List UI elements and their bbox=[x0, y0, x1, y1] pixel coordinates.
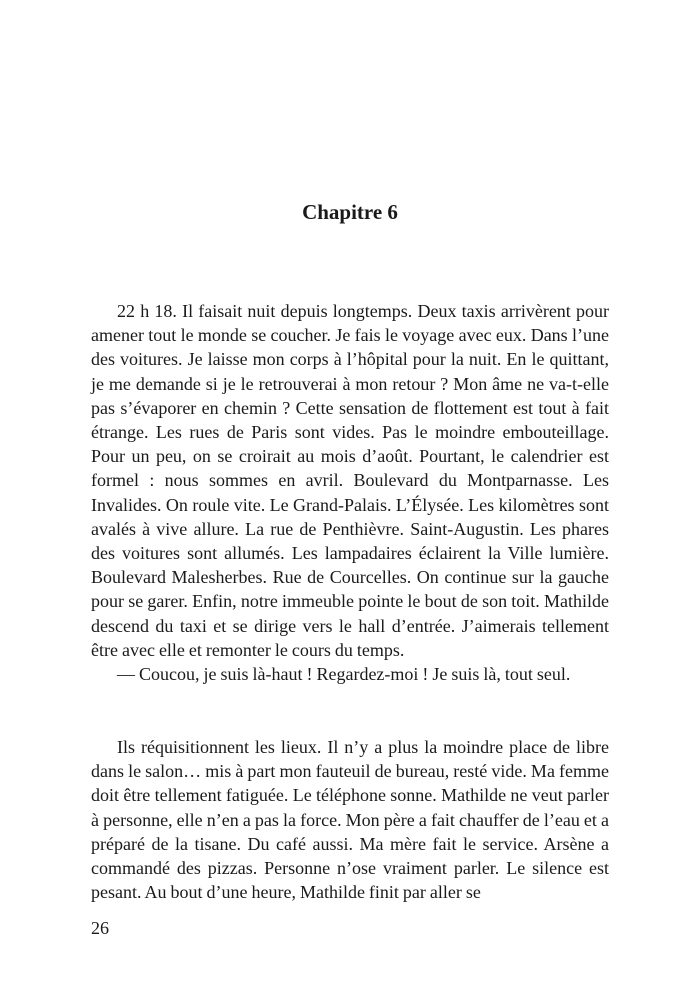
text-section-2 bbox=[91, 735, 609, 904]
paragraph-2: Ils réquisitionnent les lieux. Il n’y a plus la moindre place de libre dans le salon… mis à part mon fauteuil de bureau, resté vide. Ma femme doit être tellement fatiguée. Le téléphone sonne. Mathilde ne veut parler à personne, elle n’en a pas la force. Mon père a fait chauffer de l’eau et a préparé de la tisane. Du café aussi. Ma mère fait le service. Arsène a commandé des pizzas. Personne n’ose vraiment parler. Le silence est pesant. Au bout d’une heure, Mathilde finit par aller se bbox=[91, 737, 609, 903]
page-number: 26 bbox=[91, 918, 109, 938]
dialogue-line: — Coucou, je suis là-haut ! Regardez-moi ! Je suis là, tout seul. bbox=[117, 664, 571, 685]
paragraph-1: 22 h 18. Il faisait nuit depuis longtemps. Deux taxis arrivèrent pour amener tout le monde se coucher. Je fais le voyage avec eux. Dans l’une des voitures. Je laisse mon corps à l’hôpital pour la nuit. En le quittant, je me demande si je le retrouverai à mon retour ? Mon âme ne va-t-elle pas s’évaporer en chemin ? Cette sensation de flottement est tout à fait étrange. Les rues de Paris sont vides. Pas le moindre embouteillage. Pour un peu, on se croirait au mois d’août. Pourtant, le calendrier est formel : nous sommes en avril. Boulevard du Montparnasse. Les Invalides. On roule vite. Le Grand-Palais. L’Élysée. Les kilomètres sont avalés à vive allure. La rue de Penthièvre. Saint-Augustin. Les phares des voitures sont allumés. Les lampadaires éclairent la Ville lumière. Boulevard Malesherbes. Rue de Courcelles. On continue sur la gauche pour se garer. Enfin, notre immeuble pointe le bout de son toit. Mathilde descend du taxi et se dirige vers le hall d’entrée. J’aimerais tellement être avec elle et remonter le cours du temps. bbox=[91, 301, 609, 660]
text-section-1 bbox=[91, 299, 609, 686]
chapter-title: Chapitre 6 bbox=[302, 200, 398, 224]
